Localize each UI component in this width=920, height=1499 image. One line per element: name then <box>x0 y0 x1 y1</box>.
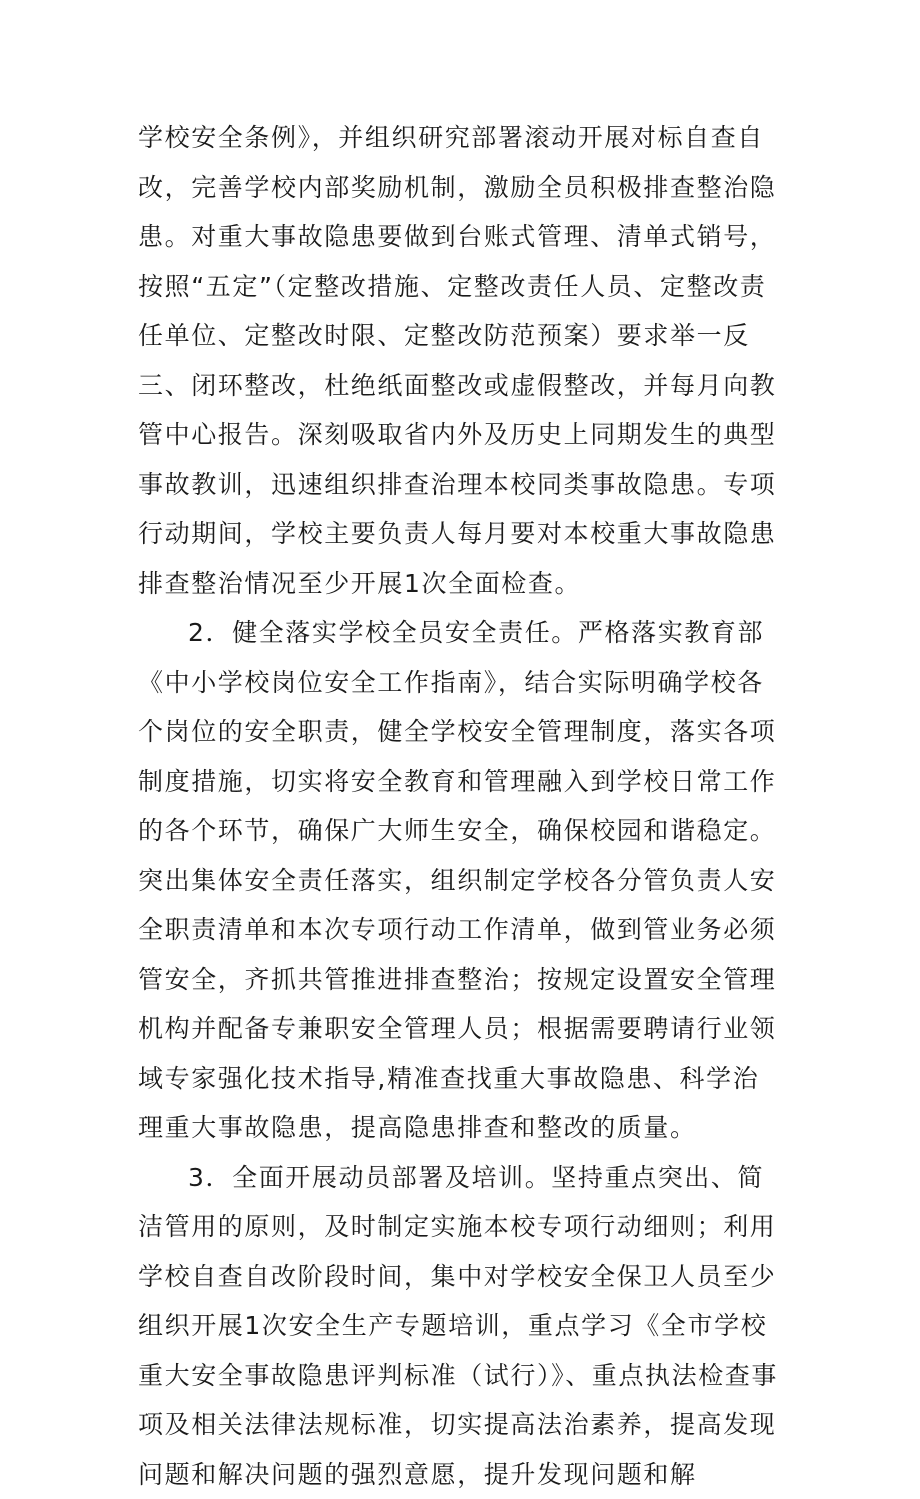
paragraph-school-safety-rectification: 学校安全条例》，并组织研究部署滚动开展对标自查自改，完善学校内部奖励机制，激励全员积极排查整治隐患。对重大事故隐患要做到台账式管理、清单式销号，按照“五定”（定整改措施、定整改责任人员、定整改责任单位、定整改时限、定整改防范预案）要求举一反三、闭环整改，杜绝纸面整改或虚假整改，并每月向教管中心报告。深刻吸取省内外及历史上同期发生的典型事故教训，迅速组织排查治理本校同类事故隐患。专项行动期间，学校主要负责人每月要对本校重大事故隐患排查整治情况至少开展1次全面检查。 <box>138 113 778 608</box>
paragraph-3-mobilization-training: 3．全面开展动员部署及培训。坚持重点突出、简洁管用的原则，及时制定实施本校专项行动细则；利用学校自查自改阶段时间，集中对学校安全保卫人员至少组织开展1次安全生产专题培训，重点学习《全市学校重大安全事故隐患评判标准（试行）》、重点执法检查事项及相关法律法规标准，切实提高法治素养，提高发现问题和解决问题的强烈意愿，提升发现问题和解 <box>138 1153 778 1499</box>
document-body <box>138 113 778 1499</box>
paragraph-2-safety-responsibility: 2．健全落实学校全员安全责任。严格落实教育部《中小学校岗位安全工作指南》，结合实际明确学校各个岗位的安全职责，健全学校安全管理制度，落实各项制度措施，切实将安全教育和管理融入到学校日常工作的各个环节，确保广大师生安全，确保校园和谐稳定。突出集体安全责任落实，组织制定学校各分管负责人安全职责清单和本次专项行动工作清单，做到管业务必须管安全，齐抓共管推进排查整治；按规定设置安全管理机构并配备专兼职安全管理人员；根据需要聘请行业领域专家强化技术指导,精准查找重大事故隐患、科学治理重大事故隐患，提高隐患排查和整改的质量。 <box>138 608 778 1153</box>
